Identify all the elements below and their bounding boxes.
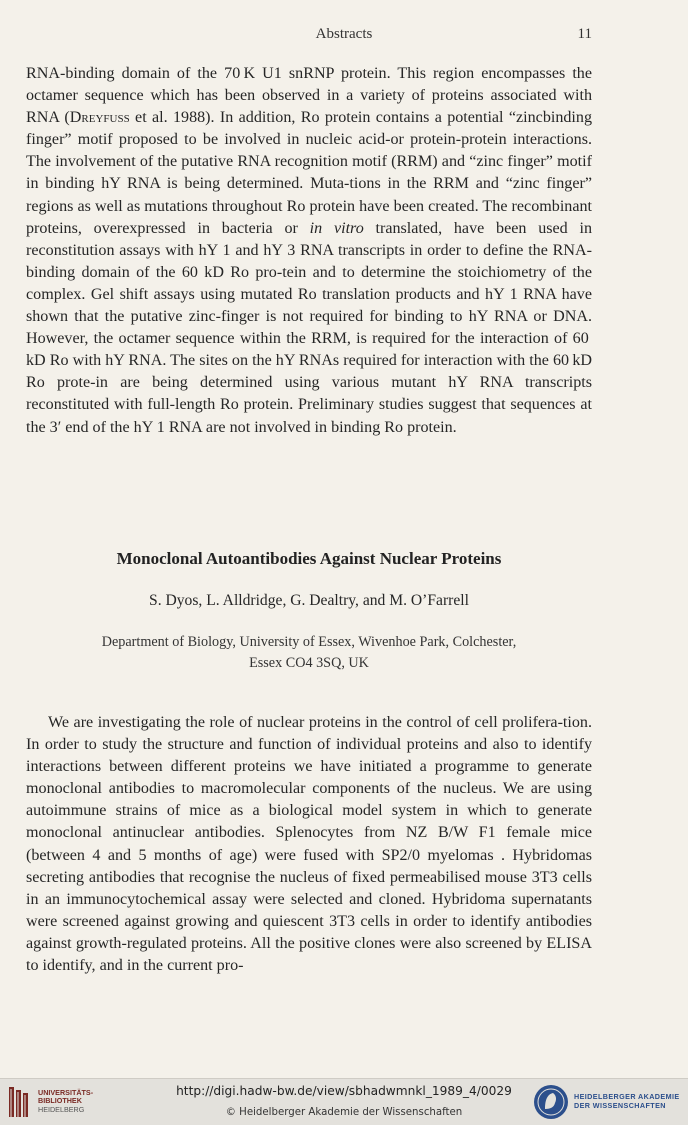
continued-paragraph <box>26 63 592 439</box>
article-authors: S. Dyos, L. Alldridge, G. Dealtry, and M. O’Farrell <box>149 592 469 609</box>
text-run-1: RNA-binding domain of the 70 K U1 snRNP protein. This region encompasses the octamer sequence which has been observed in a variety of proteins associated with RNA ( <box>26 65 592 127</box>
library-line-3: HEIDELBERG <box>38 1104 85 1114</box>
academy-line-2: DER WISSENSCHAFTEN <box>574 1101 666 1111</box>
citation-author: Dreyfuss <box>69 109 130 127</box>
affiliation-line-1: Department of Biology, University of Essex, Wivenhoe Park, Colchester, <box>101 634 517 650</box>
academy-seal-icon <box>533 1083 569 1121</box>
academy-name <box>574 1092 680 1110</box>
permalink-url[interactable]: http://digi.hadw-bw.de/view/sbhadwmnkl_1989_4/0029 <box>176 1084 512 1098</box>
academy-line-1: HEIDELBERGER AKADEMIE <box>574 1092 680 1101</box>
running-title: Abstracts <box>315 26 373 42</box>
text-run-3: translated, have been used in reconstitution assays with hY 1 and hY 3 RNA transcripts in order to define the RNA-binding domain of the 60 kD Ro pro-tein and to determine the stoichiometry of the complex. Gel shift assays using mutated Ro translation products and hY 1 RNA have shown that the putative zinc-finger is not required for binding to hY RNA or DNA. However, the octamer sequence within the RRM, is required for the interaction of 60 kD Ro with hY RNA. The sites on the hY RNAs required for interaction with the 60 kD Ro prote-in are being determined using various mutant hY RNA transcripts reconstituted with full-length Ro protein. Preliminary studies suggest that sequences at the 3′ end of the hY 1 RNA are not involved in binding Ro protein. <box>26 219 592 436</box>
library-line-2: BIBLIOTHEK <box>38 1096 82 1106</box>
copyright-notice: © Heidelberger Akademie der Wissenschaften <box>225 1107 463 1118</box>
viewer-footer <box>0 1078 688 1125</box>
library-line-1: UNIVERSITÄTS- <box>38 1088 94 1097</box>
page-number: 11 <box>577 26 592 42</box>
affiliation-line-2: Essex CO4 3SQ, UK <box>249 655 369 671</box>
article-title: Monoclonal Autoantibodies Against Nuclear Proteins <box>116 549 502 568</box>
in-vitro-term: in vitro <box>309 219 364 237</box>
abstract-body: We are investigating the role of nuclear proteins in the control of cell prolifera-tion. In order to study the structure and function of individual proteins and also to identify interactions between different proteins we have initiated a programme to generate monoclonal antibodies to macromolecular components of the nucleus. We are using autoimmune strains of mice as a biological model system in which to generate monoclonal antinuclear antibodies. Splenocytes from NZ B/W F1 female mice (between 4 and 5 months of age) were fused with SP2/0 myelomas . Hybridomas secreting antibodies that recognise the nucleus of fixed permeabilised mouse 3T3 cells in an immunocytochemical assay were selected and cloned. Hybridoma supernatants were screened against growing and quiescent 3T3 cells in order to identify antibodies against growth-regulated proteins. All the positive clones were also screened by ELISA to identify, and in the current pro- <box>26 714 592 975</box>
text-run-2: et al. 1988). In addition, Ro protein contains a potential “zincbinding finger” motif proposed to be involved in nucleic acid-or protein-protein interactions. The involvement of the putative RNA recognition motif (RRM) and “zinc finger” motif in binding hY RNA is being determined. Muta-tions in the RRM and “zinc finger” regions as well as mutations throughout Ro protein have been created. The recombinant proteins, overexpressed in bacteria or <box>26 109 592 237</box>
